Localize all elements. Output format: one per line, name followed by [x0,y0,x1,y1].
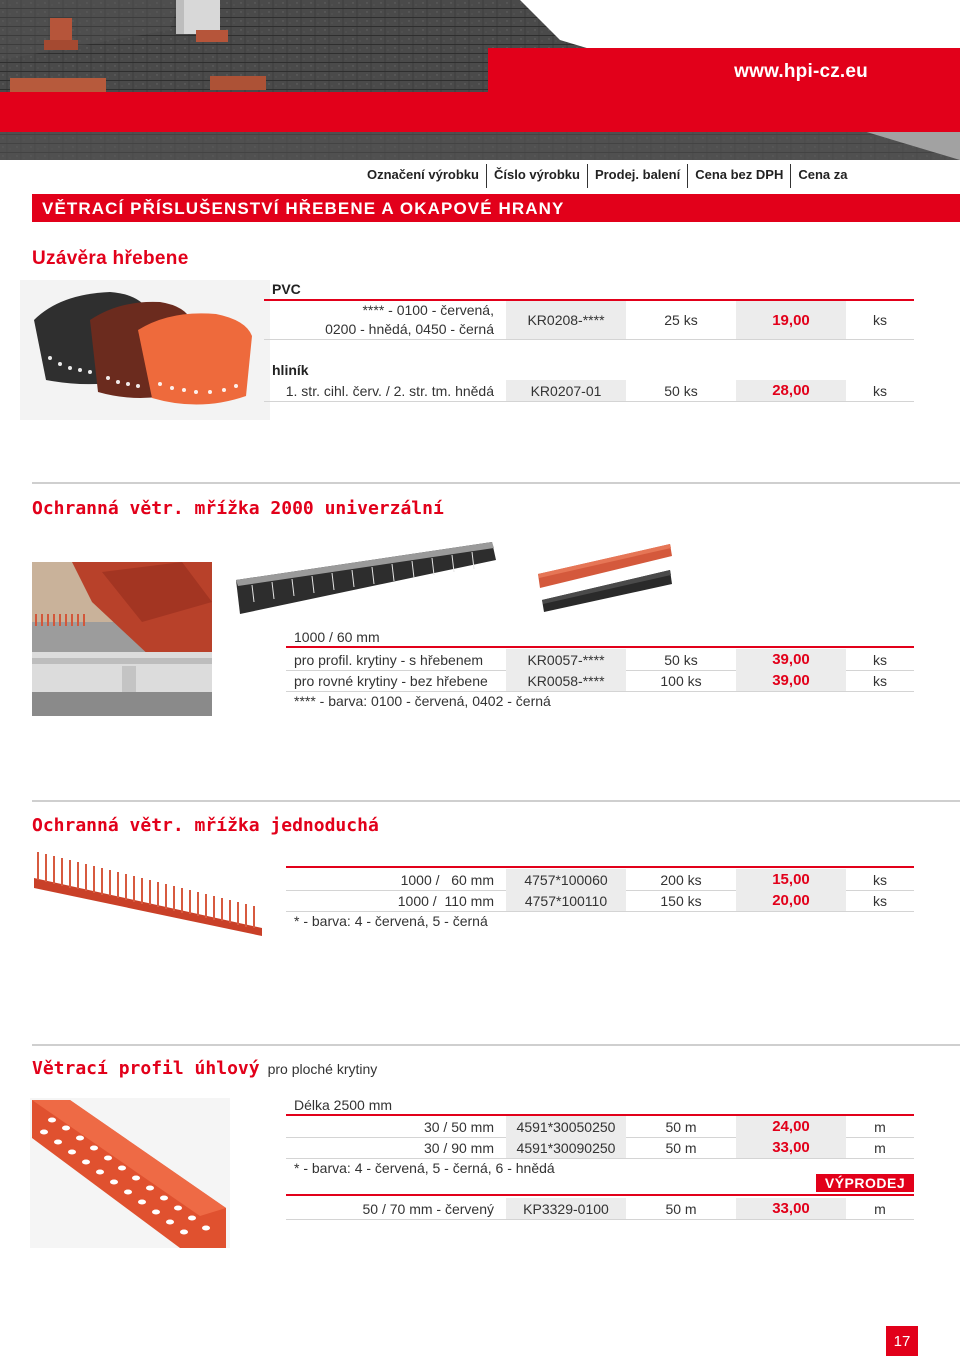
price-unit: m [874,1118,886,1135]
package-size: 50 ks [664,382,698,399]
package-size: 200 ks [660,871,702,888]
table-row [0,1198,960,1219]
section-title-mrizka2000: Ochranná větr. mřížka 2000 univerzální [32,498,444,519]
col-oznaceni: Označení výrobku [360,164,487,188]
package-size: 150 ks [660,892,702,909]
price-unit: ks [873,651,887,668]
row-separator [286,691,914,692]
table-row [0,301,960,339]
price: 39,00 [736,649,846,670]
product-name: 30 / 50 mm [423,1118,494,1135]
col-cena: Cena bez DPH [688,164,791,188]
package-size: 50 m [665,1200,697,1217]
product-name: 30 / 90 mm [423,1139,494,1156]
color-note: * - barva: 4 - červená, 5 - černá [294,913,488,929]
price: 19,00 [736,301,846,339]
section-divider [32,1044,960,1046]
table-row [0,380,960,401]
website-url[interactable]: www.hpi-cz.eu [734,61,868,82]
table-row [0,649,960,670]
mrizka-jed-separator [286,866,914,868]
category-bar [32,194,960,222]
sale-separator [286,1194,914,1196]
product-code: 4591*30050250 [506,1116,626,1137]
product-code: 4757*100060 [506,869,626,890]
table-row [0,869,960,890]
roof-installation-image [32,562,212,716]
table-row [0,670,960,691]
col-baleni: Prodej. balení [588,164,688,188]
section-heading-profil [32,1058,377,1079]
section-subtitle-profil: pro ploché krytiny [267,1061,378,1077]
section-title-uzavera: Uzávěra hřebene [32,248,189,269]
page-number: 17 [886,1326,918,1356]
col-cislo: Číslo výrobku [487,164,588,188]
label-hlinik: hliník [272,362,309,378]
section-title-profil: Větrací profil úhlový [32,1058,260,1079]
price-unit: m [874,1200,886,1217]
price-unit: ks [873,871,887,888]
product-name: 1000 / 110 mm [397,892,494,909]
row-separator [264,339,914,340]
price-unit: ks [873,892,887,909]
row-separator [264,401,914,402]
row-separator [286,1219,914,1220]
product-code: 4757*100110 [506,890,626,911]
product-code: KR0057-**** [506,649,626,670]
price-unit: m [874,1139,886,1156]
product-name [300,301,494,339]
header-red-band [0,92,960,132]
product-code: KR0208-**** [506,301,626,339]
price: 15,00 [736,869,846,890]
product-name-line1: **** - 0100 - červená, [362,302,494,318]
category-title: VĚTRACÍ PŘÍSLUŠENSTVÍ HŘEBENE A OKAPOVÉ HRANY [42,199,565,218]
price: 28,00 [736,380,846,401]
product-code: KR0207-01 [506,380,626,401]
price-unit: ks [873,312,887,328]
section-divider [32,482,960,484]
sale-badge: VÝPRODEJ [816,1174,914,1192]
package-size: 50 m [665,1139,697,1156]
package-size: 50 ks [664,651,698,668]
product-name: pro rovné krytiny - bez hřebene [294,672,488,689]
table-row [0,1137,960,1158]
table-row [0,890,960,911]
product-name-line2: 0200 - hnědá, 0450 - černá [325,321,494,337]
price-unit: ks [873,672,887,689]
column-headers [360,164,854,188]
product-name: 1. str. cihl. červ. / 2. str. tm. hnědá [285,382,494,399]
price-unit: ks [873,382,887,399]
section-divider [32,800,960,802]
color-note: * - barva: 4 - červená, 5 - černá, 6 - hnědá [294,1160,555,1176]
row-separator [286,911,914,912]
product-code: KR0058-**** [506,670,626,691]
product-name: 1000 / 60 mm [400,871,494,888]
package-size: 100 ks [660,672,702,689]
product-code: 4591*30090250 [506,1137,626,1158]
package-size: 25 ks [664,312,698,328]
price: 20,00 [736,890,846,911]
mrizka2000-separator [286,646,914,648]
package-size: 50 m [665,1118,697,1135]
vent-grill-black-image [232,540,500,616]
price: 33,00 [736,1198,846,1219]
product-name: pro profil. krytiny - s hřebenem [294,651,484,668]
product-code: KP3329-0100 [506,1198,626,1219]
row-separator [286,1158,914,1159]
section-title-mrizka-jednoducha: Ochranná větr. mřížka jednoduchá [32,815,379,836]
price: 33,00 [736,1137,846,1158]
size-label: 1000 / 60 mm [294,629,380,645]
header-red-bar [488,48,960,92]
vent-grill-colors-image [536,540,676,614]
price: 24,00 [736,1116,846,1137]
price: 39,00 [736,670,846,691]
product-name: 50 / 70 mm - červený [362,1200,494,1217]
table-row [0,1116,960,1137]
color-note: **** - barva: 0100 - červená, 0402 - černá [294,693,551,709]
label-pvc: PVC [272,281,301,297]
col-cena-za: Cena za [798,167,848,182]
length-label: Délka 2500 mm [294,1097,393,1113]
